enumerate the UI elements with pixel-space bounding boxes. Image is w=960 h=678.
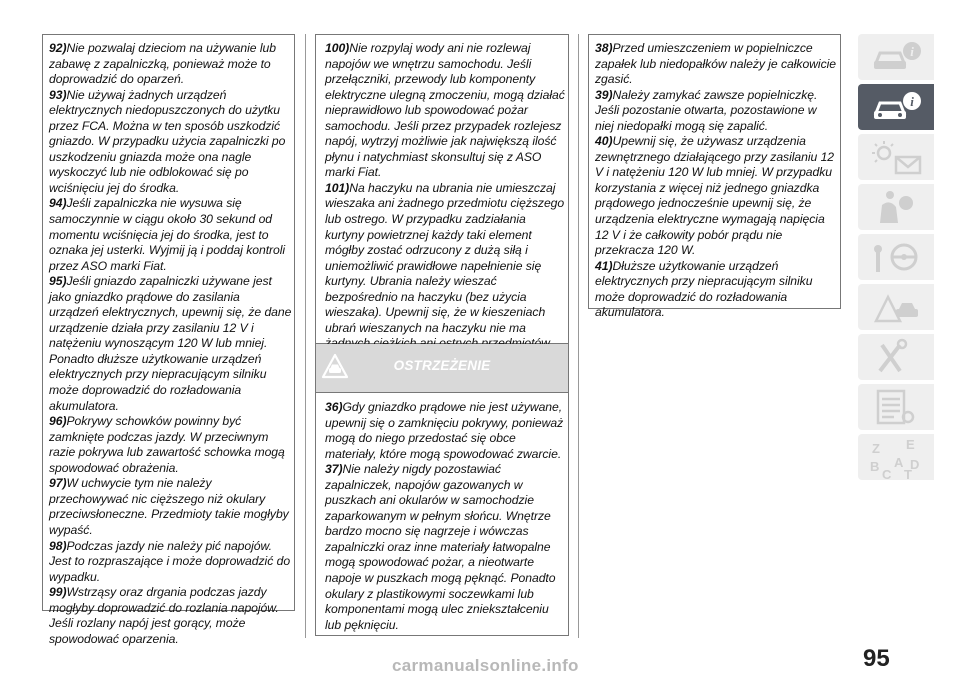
notes-column-1 bbox=[42, 34, 295, 646]
note-number: 38) bbox=[595, 41, 613, 55]
warning-header bbox=[315, 344, 569, 392]
note-paragraph bbox=[595, 134, 838, 258]
warning-title: OSTRZEŻENIE bbox=[393, 358, 491, 373]
tab-safety[interactable] bbox=[858, 184, 934, 230]
note-number: 101) bbox=[325, 180, 350, 195]
column-divider bbox=[305, 34, 306, 638]
chapter-tabs bbox=[858, 34, 934, 484]
note-number: 41) bbox=[595, 258, 613, 273]
note-paragraph bbox=[49, 585, 292, 647]
tab-emergency[interactable] bbox=[858, 284, 934, 330]
note-text: Jeśli gniazdo zapalniczki używane jest jako gniazdko prądowe do zasilania urządzeń elektrycznych, upewnij się, że dane urządzenie działa przy zasilaniu 12 V i natężeniu wynoszącym 120 W lub mniej. Ponadto dłuższe użytkowanie urządzeń elektrycznych przy niepracującym silniku może doprowadzić do rozładowania akumulatora. bbox=[49, 274, 292, 413]
note-text: Należy zamykać zawsze popielniczkę. Jeśli pozostanie otwarta, pozostawione w niej niedopałki mogą się zapalić. bbox=[595, 87, 818, 133]
note-paragraph bbox=[325, 462, 566, 633]
note-paragraph bbox=[49, 196, 292, 274]
tools-icon bbox=[866, 337, 926, 377]
notes-column-3 bbox=[588, 34, 841, 320]
note-text: Nie używaj żadnych urządzeń elektrycznych niedopuszczonych do użytku przez FCA. Można w ten sposób uszkodzić gniazdo. W przypadku użycia zapalniczki po uszkodzeniu gniazda może ona nagle wyskoczyć lub nie odblokować się po wciśnięciu jej do środka. bbox=[49, 87, 286, 195]
tab-dashboard[interactable] bbox=[858, 34, 934, 80]
note-number: 92) bbox=[49, 41, 67, 55]
note-paragraph bbox=[595, 259, 838, 321]
svg-text:i: i bbox=[910, 94, 914, 109]
note-text: Podczas jazdy nie należy pić napojów. Jest to rozpraszające i może doprowadzić do wypadku. bbox=[49, 538, 291, 584]
note-text: Jeśli zapalniczka nie wysuwa się samoczynnie w ciągu około 30 sekund od momentu wciśnięcia jej do środka, jest to oznaka jej usterki. Wyjmij ją i poddaj kontroli przez ASO marki Fiat. bbox=[49, 196, 286, 273]
index-letter: T bbox=[904, 467, 912, 481]
note-paragraph bbox=[49, 274, 292, 414]
note-paragraph bbox=[49, 41, 292, 88]
note-text: W uchwycie tym nie należy przechowywać nic cięższego niż okulary przeciwsłoneczne. Przedmioty takie mogłyby wypaść. bbox=[49, 476, 289, 537]
note-text: Wstrząsy oraz drgania podczas jazdy mogłyby doprowadzić do rozlania napojów. Jeśli rozlany napój jest gorący, może spowodować oparzenia. bbox=[49, 585, 279, 646]
steering-key-icon bbox=[866, 237, 926, 277]
note-text: Nie pozwalaj dzieciom na używanie lub zabawę z zapalniczką, ponieważ może to doprowadzić do oparzeń. bbox=[49, 41, 276, 87]
svg-text:i: i bbox=[910, 44, 914, 59]
note-paragraph bbox=[49, 88, 292, 197]
note-text: Gdy gniazdko prądowe nie jest używane, upewnij się o zamknięciu pokrywy, ponieważ mogą do niego przedostać się obce materiały, które mogą spowodować zwarcie. bbox=[325, 400, 564, 461]
note-number: 95) bbox=[49, 274, 67, 289]
note-text: Upewnij się, że używasz urządzenia zewnętrznego działającego przy zasilaniu 12 V i natężeniu 120 W lub mniej. W przypadku korzystania z więcej niż jednego gniazdka prądowego jednocześnie upewnij się, że urządzenia elektryczne wymagają napięcia 12 V i że całkowity pobór prądu nie przekracza 120 W. bbox=[595, 134, 835, 258]
note-number: 39) bbox=[595, 87, 613, 102]
note-paragraph bbox=[49, 414, 292, 476]
warning-triangle-car-icon bbox=[866, 287, 926, 327]
note-number: 36) bbox=[325, 400, 343, 414]
tab-technical-data[interactable] bbox=[858, 384, 934, 430]
note-text: Pokrywy schowków powinny być zamknięte podczas jazdy. W przeciwnym razie pokrywa lub zawartość schowka mogą spowodować obrażenia. bbox=[49, 414, 285, 475]
tab-index[interactable] bbox=[858, 434, 934, 480]
note-number: 97) bbox=[49, 476, 67, 491]
index-letter: E bbox=[906, 437, 915, 452]
note-paragraph bbox=[595, 88, 838, 135]
note-text: Nie należy nigdy pozostawiać zapalniczek, napojów gazowanych w puszkach ani okularów w samochodzie zaparkowanym w pełnym słońcu. Wnętrze bardzo mocno się nagrzeje i wówczas zapalniczki oraz inne materiały łatwopalne mogą spowodować pożar, a nieotwarte napoje w puszkach mogą pęknąć. Ponadto okulary z plastikowymi soczewkami lub komponentami mogą ulec zniekształceniu lub pęknięciu. bbox=[325, 462, 556, 632]
note-paragraph bbox=[49, 539, 292, 586]
index-letter: Z bbox=[872, 441, 880, 456]
note-number: 40) bbox=[595, 134, 613, 149]
index-letter: B bbox=[870, 459, 880, 474]
column-divider bbox=[578, 34, 579, 638]
note-text: Dłuższe użytkowanie urządzeń elektrycznych przy niepracującym silniku może doprowadzić do rozładowania akumulatora. bbox=[595, 258, 813, 320]
spec-list-icon bbox=[866, 387, 926, 427]
note-number: 98) bbox=[49, 538, 67, 553]
note-text: Nie rozpylaj wody ani nie rozlewaj napojów we wnętrzu samochodu. Jeśli przełączniki, przewody lub komponenty elektryczne ulegną zmoczeniu, mogą działać nieprawidłowo lub spowodować pożar samochodu. Jeśli przez przypadek rozlejesz napój, wytrzyj możliwie jak największą ilość płynu i natychmiast skonsultuj się z ASO marki Fiat. bbox=[325, 41, 565, 180]
note-paragraph bbox=[325, 181, 566, 352]
lights-warning-icon bbox=[866, 137, 926, 177]
note-paragraph bbox=[595, 41, 838, 88]
index-letter: D bbox=[910, 457, 920, 472]
notes-column-2 bbox=[315, 34, 569, 344]
note-text: Na haczyku na ubrania nie umieszczaj wieszaka ani żadnego przedmiotu cięższego lub ostrego. W przypadku zadziałania kurtyny powietrznej każdy taki element mógłby zostać odrzucony z dużą siłą i uniemożliwić prawidłowe napełnienie się kurtyny. Ubrania należy wieszać bezpośrednio na haczyku (bez użycia wieszaka). Upewnij się, że w kieszeniach ubrań wieszanych na haczyku nie ma bbox=[325, 180, 565, 335]
tab-car-knowledge[interactable] bbox=[858, 84, 934, 130]
tab-warning-lights[interactable] bbox=[858, 134, 934, 180]
note-number: 100) bbox=[325, 41, 350, 55]
note-text: Przed umieszczeniem w popielniczce zapałek lub niedopałków należy je całkowicie zgasić. bbox=[595, 41, 837, 87]
index-letter: A bbox=[894, 455, 904, 470]
note-number: 37) bbox=[325, 462, 343, 477]
car-info-icon bbox=[866, 37, 926, 77]
warning-column bbox=[315, 392, 569, 636]
car-info-active-icon bbox=[866, 87, 926, 127]
index-letter: C bbox=[882, 467, 892, 481]
note-paragraph bbox=[325, 400, 566, 462]
note-number: 93) bbox=[49, 87, 67, 102]
note-number: 94) bbox=[49, 196, 67, 211]
note-number: 99) bbox=[49, 585, 67, 600]
tab-starting-driving[interactable] bbox=[858, 234, 934, 280]
page-number: 95 bbox=[863, 645, 890, 672]
watermark: carmanualsonline.info bbox=[392, 656, 579, 675]
note-number: 96) bbox=[49, 414, 67, 429]
tab-maintenance[interactable] bbox=[858, 334, 934, 380]
note-paragraph bbox=[49, 476, 292, 538]
airbag-seat-icon bbox=[866, 187, 926, 227]
alphabet-index-icon bbox=[866, 437, 926, 481]
note-paragraph bbox=[325, 41, 566, 181]
